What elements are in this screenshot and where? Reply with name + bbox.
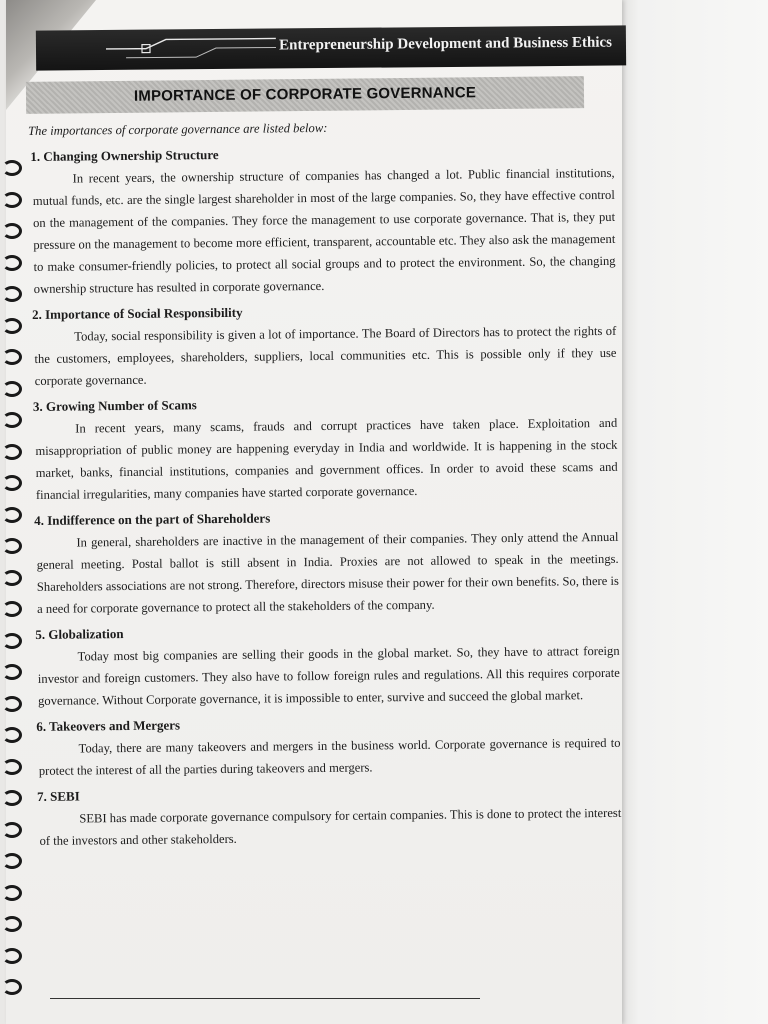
binding-ring-icon — [2, 223, 22, 239]
binding-ring-icon — [2, 318, 22, 334]
point-body: In general, shareholders are inactive in the management of their companies. They only attend the Annual general meeting. Postal ballot is still absent in India. Proxies are not allowed to speak in the meetings. Shareholders associations are not strong. Therefore, directors misuse their power for their own benefits. So, there is a need for corporate governance to protect all the stakeholders of the company. — [36, 529, 619, 616]
binding-ring-icon — [2, 412, 22, 428]
binding-ring-icon — [2, 255, 22, 271]
point-title: 6. Takeovers and Mergers — [36, 717, 181, 734]
running-header — [36, 25, 626, 70]
binding-ring-icon — [2, 192, 22, 208]
binding-ring-icon — [2, 601, 22, 617]
binding-ring-icon — [2, 570, 22, 586]
binding-ring-icon — [2, 286, 22, 302]
binding-ring-icon — [2, 853, 22, 869]
binding-ring-icon — [2, 948, 22, 964]
point-body: SEBI has made corporate governance compulsory for certain companies. This is done to protect the interest of the investors and other stakeholders. — [39, 805, 622, 848]
point-body: Today most big companies are selling their goods in the global market. So, they have to attract foreign investor and foreign customers. They also have to follow foreign rules and regulations. All this requires corporate governance. Without Corporate governance, it is impossible to enter, survive and succeed the global market. — [37, 643, 620, 708]
point-item — [35, 780, 622, 852]
background-shadow — [610, 0, 768, 1024]
binding-ring-icon — [2, 160, 22, 176]
page-content — [28, 114, 622, 856]
point-title: 1. Changing Ownership Structure — [30, 147, 219, 164]
binding-ring-icon — [2, 444, 22, 460]
binding-ring-icon — [2, 885, 22, 901]
point-title: 3. Growing Number of Scams — [32, 397, 197, 414]
binding-ring-icon — [2, 381, 22, 397]
book-title: Entrepreneurship Development and Business Ethics — [279, 34, 613, 54]
point-item — [28, 140, 616, 300]
binding-ring-icon — [2, 538, 22, 554]
section-title: IMPORTANCE OF CORPORATE GOVERNANCE — [133, 84, 477, 105]
bottom-rule — [50, 998, 480, 999]
point-body: In recent years, the ownership structure of companies has changed a lot. Public financial institutions, mutual funds, etc. are the single largest shareholder in most of the large companies. So, they have effective control on the management of the companies. They force the management to use corporate governance. That is, they put pressure on the management to become more efficient, transparent, accountable etc. They also ask the management to make consumer-friendly policies, to protect all social groups and to protect the environment. So, the changing ownership structure has resulted in corporate governance. — [32, 165, 616, 296]
binding-ring-icon — [2, 979, 22, 995]
point-body: Today, there are many takeovers and mergers in the business world. Corporate governance is required to protect the interest of all the parties during takeovers and mergers. — [38, 735, 621, 778]
binding-ring-icon — [2, 507, 22, 523]
circuit-decoration-icon — [106, 36, 276, 59]
spiral-binding — [0, 160, 40, 1020]
binding-ring-icon — [2, 664, 22, 680]
binding-ring-icon — [2, 759, 22, 775]
point-title: 5. Globalization — [35, 626, 124, 642]
binding-ring-icon — [2, 633, 22, 649]
binding-ring-icon — [2, 790, 22, 806]
point-body: In recent years, many scams, frauds and corrupt practices have taken place. Exploitation and misappropriation of public money are happening everyday in India and worldwide. It is happening in the stock market, banks, financial institutions, companies and government offices. In order to avoid these scams and financial irregularities, many companies have started corporate governance. — [35, 415, 618, 502]
intro-text: The importances of corporate governance are listed below: — [28, 120, 328, 138]
point-item — [30, 298, 617, 392]
point-item — [31, 390, 618, 506]
binding-ring-icon — [2, 727, 22, 743]
point-item — [34, 710, 621, 782]
point-item — [32, 504, 619, 620]
binding-ring-icon — [2, 475, 22, 491]
point-body: Today, social responsibility is given a lot of importance. The Board of Directors has to protect the rights of the customers, employees, shareholders, suppliers, local communities etc. This is possible only if they use corporate governance. — [34, 323, 617, 388]
binding-ring-icon — [2, 696, 22, 712]
point-item — [33, 618, 620, 712]
book-page — [6, 0, 622, 1024]
point-title: 4. Indifference on the part of Shareholders — [34, 510, 271, 528]
binding-ring-icon — [2, 349, 22, 365]
section-heading-band — [26, 76, 584, 114]
binding-ring-icon — [2, 822, 22, 838]
binding-ring-icon — [2, 916, 22, 932]
point-title: 7. SEBI — [37, 788, 80, 804]
point-title: 2. Importance of Social Responsibility — [31, 304, 243, 322]
